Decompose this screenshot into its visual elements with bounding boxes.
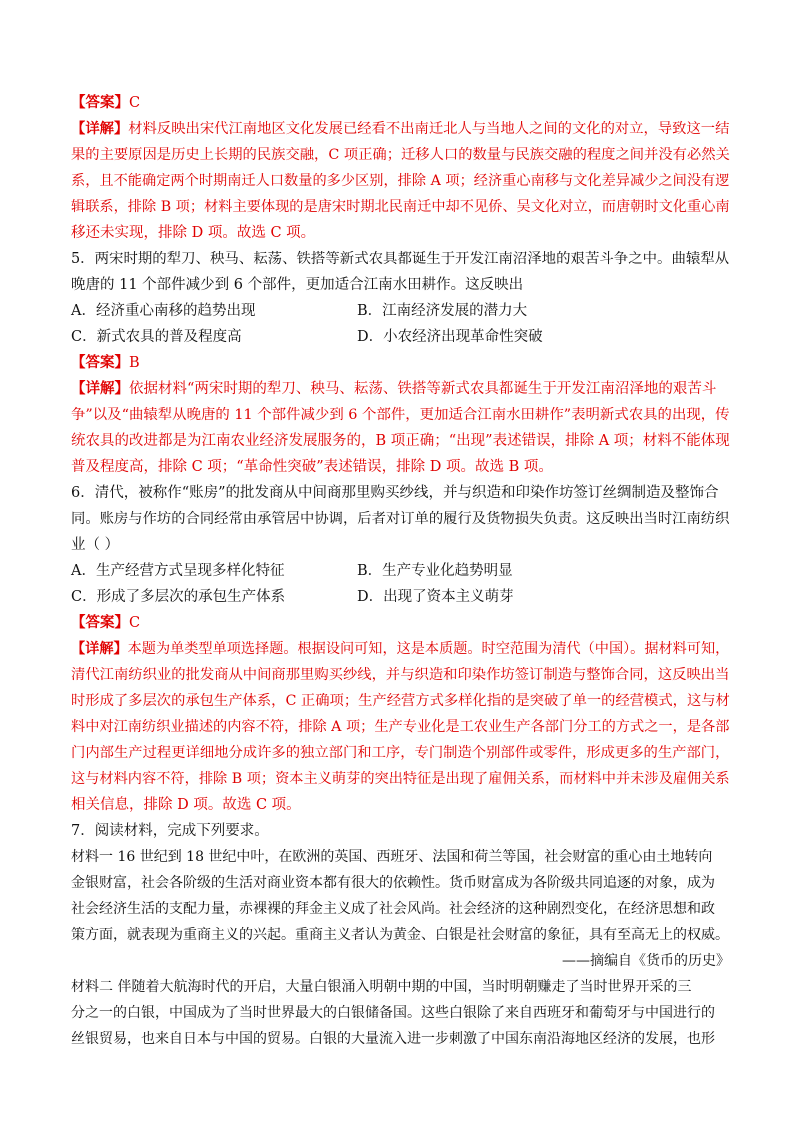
q7-material2-line-1: 材料二 伴随着大航海时代的开启，大量白银涌入明朝中期的中国，当时明朝赚走了当时世界开采的三 [71,979,692,995]
q4-detail-line-3: 系，且不能确定两个时期南迁人口数量的多少区别，排除 A 项；经济重心南移与文化差异减少之间没有逻 [71,173,730,189]
q4-detail-line-2: 果的主要原因是历史上长期的民族交融，C 项正确；迁移人口的数量与民族交融的程度之间并没有必然关 [71,147,730,163]
q7-material1-source: ——摘编自《货币的历史》 [562,953,730,969]
q6-detail-line-2: 清代江南纺织业的批发商从中间商那里购买纱线，并与织造和印染作坊签订制造与整饰合同，这反映出当 [71,667,730,683]
q5-answer-line [71,353,140,373]
q5-option-a: A．经济重心南移的趋势出现 [71,303,256,319]
q6-detail-line-6: 这与材料内容不符，排除 B 项；资本主义萌芽的突出特征是出现了雇佣关系，而材料中并未涉及雇佣关系 [71,771,730,787]
q4-detail-line-1 [71,119,729,139]
q6-option-c: C．形成了多层次的承包生产体系 [71,589,286,605]
q6-stem-line-2: 同。账房与作坊的合同经常由承管居中协调，后者对订单的履行及货物损失负责。这反映出当时江南纺织 [71,511,730,527]
q7-material1-line-2: 金银财富，社会各阶级的生活对商业资本都有很大的依赖性。货币财富成为各阶级共同追逐的对象，成为 [71,875,715,891]
q7-material2-line-2: 分之一的白银，中国成为了当时世界最大的白银储备国。这些白银除了来自西班牙和葡萄牙与中国进行的 [71,1005,715,1021]
q6-detail-line-5: 门内部生产过程更详细地分成许多的独立部门和工序，专门制造个别部件或零件，形成更多的生产部门， [71,745,730,761]
detail-text: 本题为单类型单项选择题。根据设问可知，这是本质题。时空范围为清代（中国）。据材料可知， [127,641,730,657]
q5-detail-line-2: 争”以及“曲辕犁从晚唐的 11 个部件减少到 6 个部件，更加适合江南水田耕作”表明新式农具的出现，传 [71,407,730,423]
q6-detail-line-4: 料中对江南纺织业描述的内容不符，排除 A 项；生产专业化是工农业生产各部门分工的方式之一，是各部 [71,719,730,735]
q5-detail-line-3: 统农具的改进都是为江南农业经济发展服务的，B 项正确；“出现”表述错误，排除 A 项；材料不能体现 [71,433,730,449]
q6-option-b: B．生产专业化趋势明显 [357,563,513,579]
q6-answer-line [71,613,140,633]
answer-value: B [129,355,140,371]
answer-tag: 【答案】 [71,614,129,631]
q6-detail-line-3: 时形成了多层次的承包生产体系，C 正确项；生产经营方式多样化指的是突破了单一的经营模式，这与材 [71,693,730,709]
q5-detail-line-4: 普及程度高，排除 C 项；“革命性突破”表述错误，排除 D 项。故选 B 项。 [71,459,553,475]
q4-detail-line-4: 辑联系，排除 B 项；材料主要体现的是唐宋时期北民南迁中却不见侨、吴文化对立，而唐朝时文化重心南 [71,199,730,215]
q6-option-d: D．出现了资本主义萌芽 [357,589,514,605]
q7-material2-line-3: 丝银贸易，也来自日本与中国的贸易。白银的大量流入进一步刺激了中国东南沿海地区经济的发展，也形 [71,1031,715,1047]
detail-text: 依据材料“两宋时期的犁刀、秧马、耘荡、铁搭等新式农具都诞生于开发江南沼泽地的艰苦斗 [129,381,717,397]
q7-material1-line-1: 材料一 16 世纪到 18 世纪中叶，在欧洲的英国、西班牙、法国和荷兰等国，社会财富的重心由土地转向 [71,849,713,865]
detail-tag: 【详解】 [71,380,129,397]
q7-stem: 7．阅读材料，完成下列要求。 [71,823,269,839]
answer-tag: 【答案】 [71,354,129,371]
q6-detail-line-1 [71,639,729,659]
answer-value: C [129,615,141,631]
answer-tag: 【答案】 [71,94,129,111]
q5-detail-line-1 [71,379,716,399]
q5-stem-line-1: 5．两宋时期的犁刀、秧马、耘荡、铁搭等新式农具都诞生于开发江南沼泽地的艰苦斗争之中。曲辕犁从 [71,251,730,267]
detail-text: 材料反映出宋代江南地区文化发展已经看不出南迁北人与当地人之间的文化的对立，导致这一结 [128,121,730,137]
q5-stem-line-2: 晚唐的 11 个部件减少到 6 个部件，更加适合江南水田耕作。这反映出 [71,277,524,293]
q6-stem-line-1: 6．清代，被称作“账房”的批发商从中间商那里购买纱线，并与织造和印染作坊签订丝绸制造及整饰合 [71,485,719,501]
q5-option-b: B．江南经济发展的潜力大 [357,303,528,319]
q5-option-d: D．小农经济出现革命性突破 [357,329,543,345]
q6-stem-line-3: 业（ ） [71,537,120,553]
q5-option-c: C．新式农具的普及程度高 [71,329,242,345]
detail-tag: 【详解】 [71,641,128,657]
answer-value: C [129,95,141,111]
q7-material1-line-3: 社会经济生活的支配力量，赤裸裸的拜金主义成了社会风尚。社会经济的这种剧烈变化，在经济思想和政 [71,901,715,917]
q7-material1-line-4: 策方面，就表现为重商主义的兴起。重商主义者认为黄金、白银是社会财富的象征，具有至高无上的权威。 [71,927,729,943]
q6-detail-line-7: 相关信息，排除 D 项。故选 C 项。 [71,797,301,813]
q4-detail-line-5: 移还未实现，排除 D 项。故选 C 项。 [71,225,316,241]
q4-answer-line [71,93,140,113]
detail-tag: 【详解】 [71,121,129,137]
q6-option-a: A．生产经营方式呈现多样化特征 [71,563,285,579]
